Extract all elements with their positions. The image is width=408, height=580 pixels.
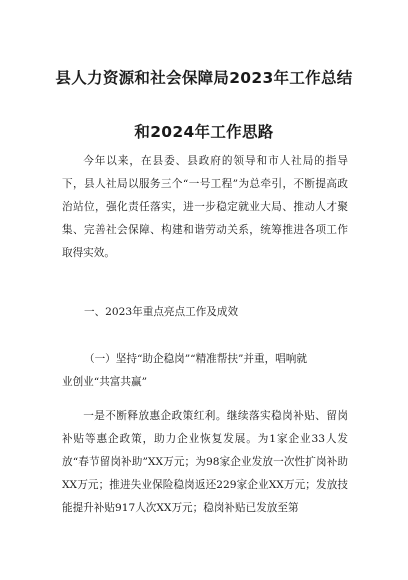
subsection-heading-line1: （一）坚持“助企稳岗”“精准帮扶”并重，唱响就 [84, 353, 307, 365]
section-heading: 一、2023年重点亮点工作及成效 [84, 306, 239, 318]
document-title-line2: 和2024年工作思路 [134, 123, 274, 141]
intro-paragraph: 今年以来，在县委、县政府的领导和市人社局的指导下，县人社局以服务三个“一号工程”为总牵引，不断提高政治站位，强化责任落实，进一步稳定就业大局、推动人才聚集、完善社会保障、构建和谐劳动关系，统筹推进各项工作取得实效。 [62, 155, 348, 259]
subsection-heading-line2: 业创业“共富共赢” [62, 376, 147, 388]
document-title-line1: 县人力资源和社会保障局2023年工作总结 [55, 69, 353, 87]
body-paragraph: 一是不断释放惠企政策红利。继续落实稳岗补贴、留岗补贴等惠企政策，助力企业恢复发展。为1家企业33人发放“春节留岗补助”XX万元；为98家企业发放一次性扩岗补助XX万元；推进失业保险稳岗返还229家企业XX万元；发放技能提升补贴917人次XX万元；稳岗补贴已发放至第 [62, 410, 348, 514]
